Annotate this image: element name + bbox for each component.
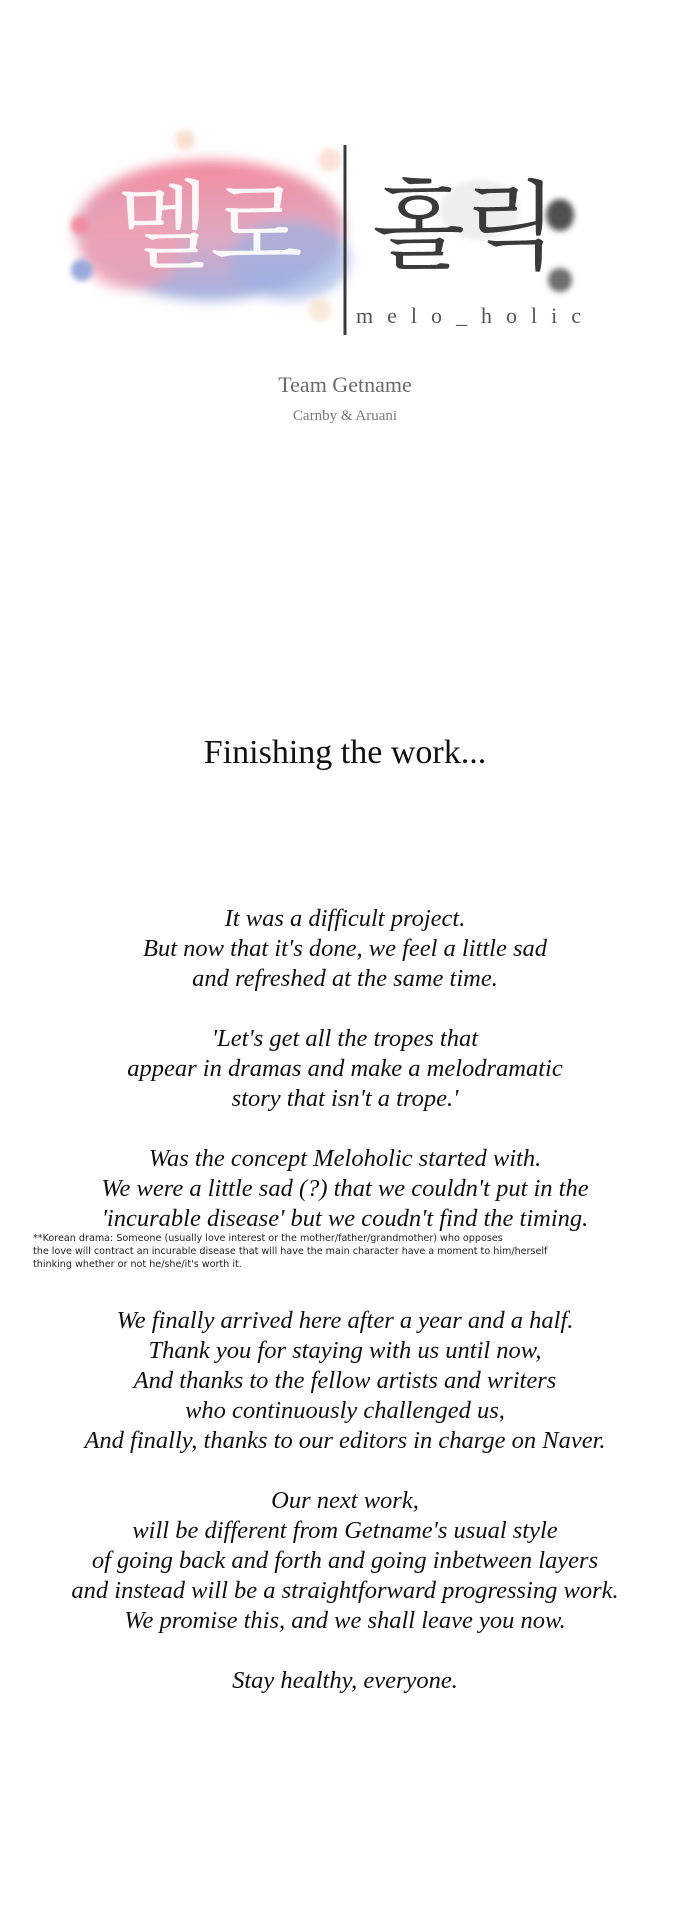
message-line: But now that it's done, we feel a little sad <box>142 935 547 962</box>
note-line: **Korean drama: Someone (usually love interest or the mother/father/grandmother) who opposes <box>33 1233 503 1244</box>
note-line: thinking whether or not he/she/it's worth it. <box>33 1259 242 1270</box>
page-title: Finishing the work... <box>203 734 487 771</box>
meloholic-logo <box>60 120 650 360</box>
message-line: appear in dramas and make a melodramatic <box>127 1055 563 1082</box>
message-line: who continuously challenged us, <box>185 1397 505 1424</box>
logo-korean-right: 홀릭 <box>372 171 558 283</box>
message-line: Was the concept Meloholic started with. <box>148 1145 542 1172</box>
logo-romanized: melo_holic <box>356 303 595 328</box>
translator-note <box>33 1232 673 1271</box>
message-paragraph-5 <box>0 1486 690 1636</box>
dot-decoration <box>71 216 89 234</box>
message-line: story that isn't a trope.' <box>231 1085 459 1112</box>
message-paragraph-1 <box>0 904 690 994</box>
message-line: Stay healthy, everyone. <box>232 1667 458 1694</box>
message-line: And thanks to the fellow artists and writers <box>133 1367 557 1394</box>
message-line: 'Let's get all the tropes that <box>211 1025 479 1052</box>
message-line: of going back and forth and going inbetween layers <box>91 1547 599 1574</box>
message-line: 'incurable disease' but we coudn't find the timing. <box>101 1205 589 1232</box>
message-line: and refreshed at the same time. <box>192 965 498 992</box>
message-line: We were a little sad (?) that we couldn't put in the <box>101 1175 589 1202</box>
logo-korean-left: 멜로 <box>117 171 303 283</box>
credit-authors: Carnby & Aruani <box>292 408 398 424</box>
message-line: It was a difficult project. <box>224 905 466 932</box>
message-line: We promise this, and we shall leave you now. <box>124 1607 566 1634</box>
message-paragraph-3 <box>0 1144 690 1234</box>
credit-team: Team Getname <box>278 372 412 397</box>
dot-decoration <box>71 259 93 281</box>
message-line: And finally, thanks to our editors in charge on Naver. <box>84 1427 606 1454</box>
message-line: and instead will be a straightforward progressing work. <box>71 1577 619 1604</box>
message-paragraph-2 <box>0 1024 690 1114</box>
message-line: Our next work, <box>271 1487 419 1514</box>
message-line: will be different from Getname's usual style <box>132 1517 558 1544</box>
message-line: We finally arrived here after a year and a half. <box>116 1307 574 1334</box>
message-paragraph-6 <box>0 1666 690 1696</box>
message-paragraph-4 <box>0 1306 690 1456</box>
note-line: the love will contract an incurable disease that will have the main character have a moment to him/herself <box>33 1246 548 1257</box>
message-line: Thank you for staying with us until now, <box>148 1337 542 1364</box>
